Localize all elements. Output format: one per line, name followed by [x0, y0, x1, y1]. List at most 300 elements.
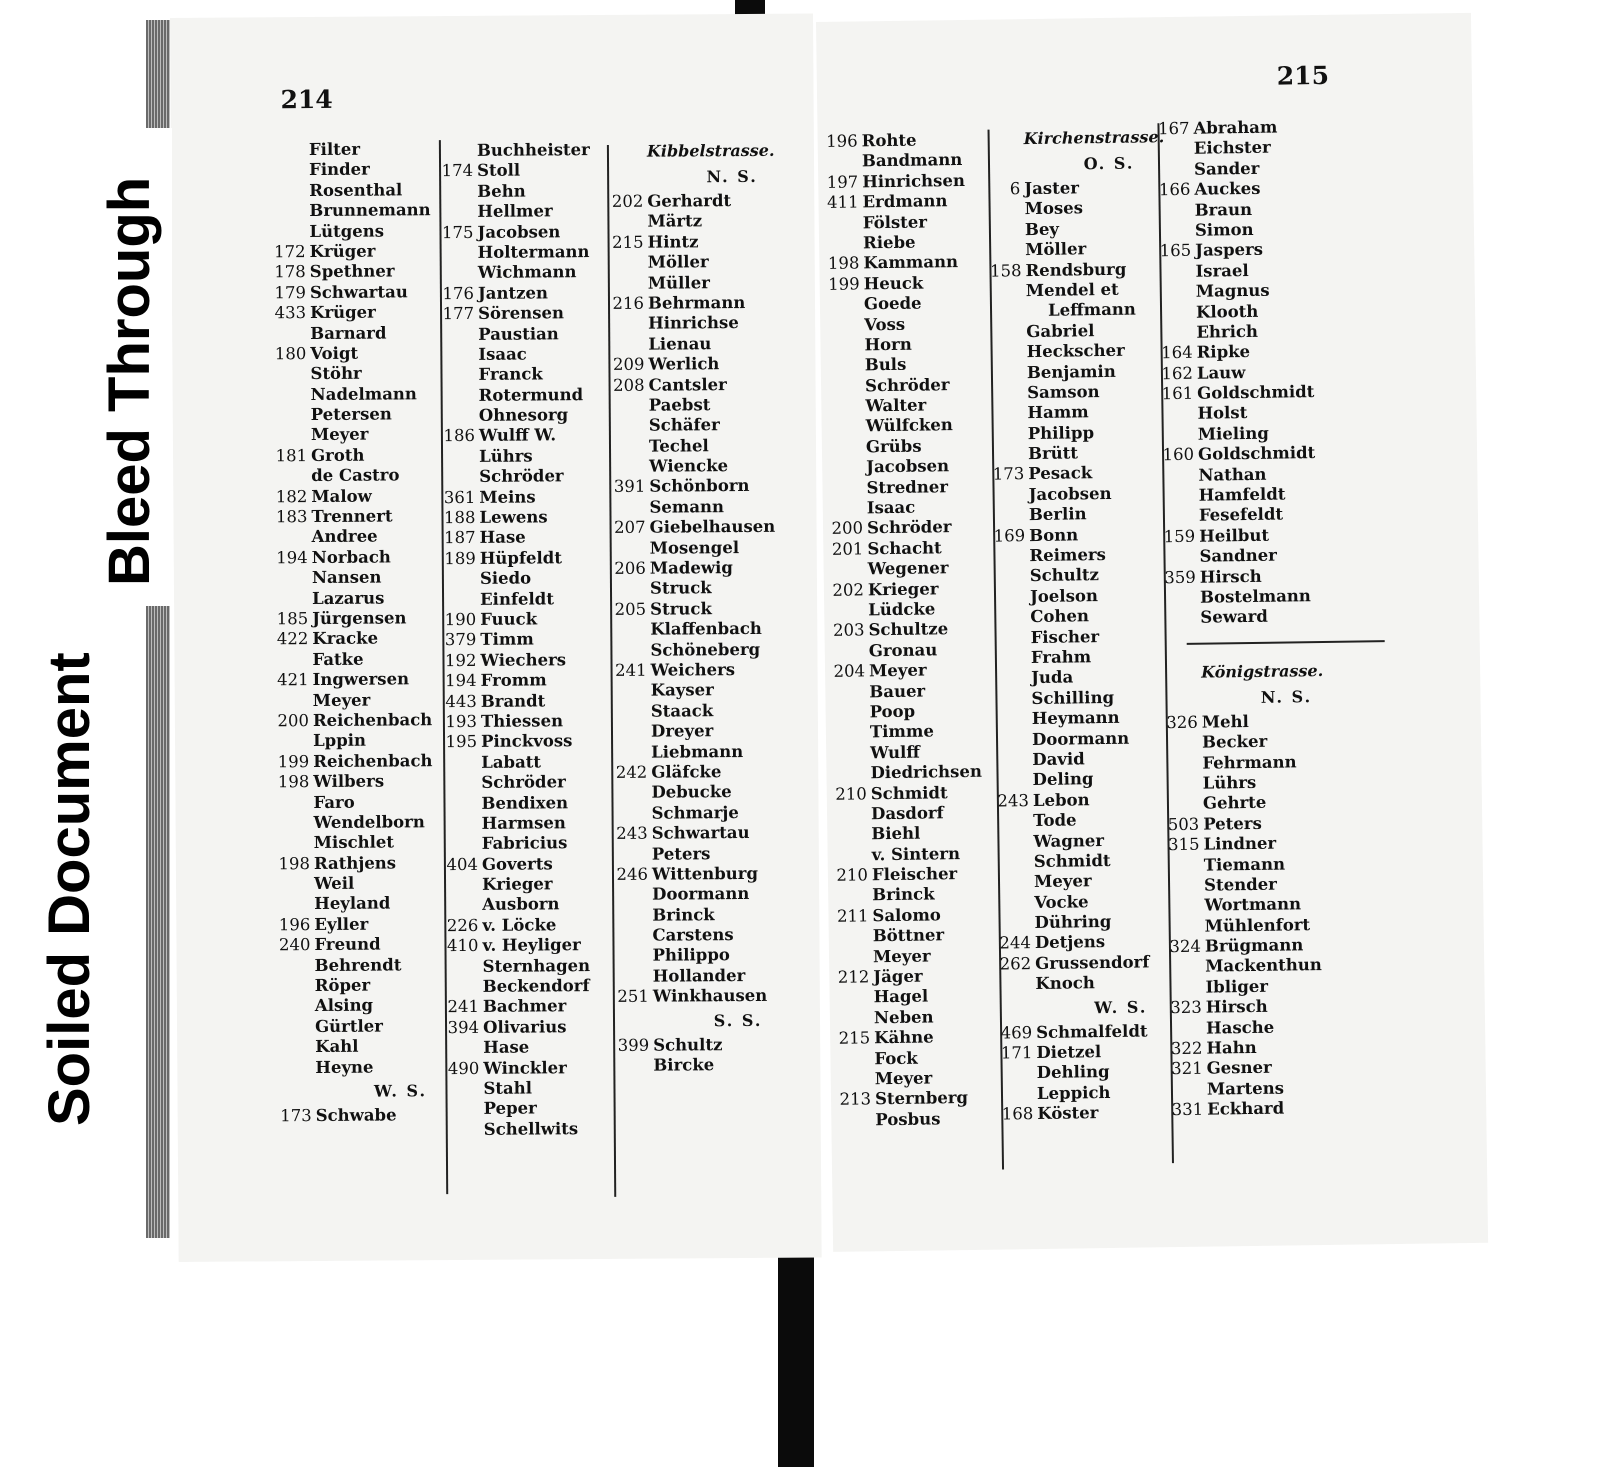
directory-entry	[310, 363, 480, 385]
directory-entry	[871, 822, 1041, 845]
resident-name: Möller	[647, 252, 709, 272]
resident-name: Dasdorf	[870, 803, 944, 824]
resident-name: Cohen	[1030, 606, 1090, 627]
directory-entry	[314, 812, 484, 834]
resident-name: Fehrmann	[1202, 751, 1297, 773]
directory-entry	[651, 700, 821, 722]
directory-entry	[1161, 341, 1367, 364]
directory-entry	[311, 384, 481, 406]
resident-name: Lüdcke	[868, 599, 936, 620]
resident-name: Leppich	[1036, 1082, 1111, 1103]
directory-entry	[836, 904, 1042, 927]
resident-name: Sörensen	[478, 303, 565, 323]
resident-name: Deling	[1032, 769, 1094, 790]
directory-entry	[1159, 239, 1365, 262]
house-number: 208	[613, 375, 645, 395]
resident-name: Hamfeldt	[1198, 484, 1286, 505]
resident-name: Schwabe	[315, 1105, 397, 1125]
resident-name: Mosengel	[649, 537, 740, 558]
resident-name: Auckes	[1194, 178, 1261, 199]
directory-entry	[443, 425, 649, 447]
directory-entry	[653, 1054, 823, 1076]
directory-entry	[481, 792, 651, 814]
resident-name: Fabricius	[481, 833, 568, 854]
directory-entry	[1206, 1016, 1376, 1039]
resident-name: Madewig	[649, 558, 733, 578]
resident-name: Salomo	[872, 905, 941, 926]
directory-entry	[652, 884, 822, 906]
resident-name: Goldschmidt	[1197, 443, 1316, 464]
directory-entry	[613, 476, 819, 498]
street-side-label: W. S.	[1094, 997, 1148, 1017]
resident-name: Tode	[1033, 810, 1077, 831]
directory-entry	[863, 211, 1033, 234]
resident-name: Semann	[649, 497, 725, 517]
house-number: 181	[275, 445, 308, 466]
house-number: 213	[839, 1089, 872, 1110]
resident-name: Meyer	[310, 425, 369, 445]
resident-name: Gabriel	[1026, 320, 1095, 341]
house-number: 173	[992, 464, 1025, 485]
resident-name: Barnard	[310, 323, 387, 343]
resident-name: Lazarus	[311, 588, 385, 608]
resident-name: Paebst	[648, 395, 711, 415]
resident-name: Hasche	[1205, 1017, 1275, 1038]
resident-name: Fuuck	[480, 609, 538, 629]
directory-entry	[1200, 585, 1370, 608]
right-page	[816, 13, 1488, 1252]
house-number: 242	[615, 762, 648, 782]
resident-name: Schmidt	[1033, 850, 1111, 871]
resident-name: Lewens	[479, 507, 548, 527]
house-number: 175	[441, 222, 474, 242]
resident-name: Hahn	[1206, 1037, 1257, 1058]
directory-entry	[1196, 300, 1366, 323]
resident-name: Erdmann	[862, 191, 948, 212]
resident-name: Rathjens	[313, 853, 397, 873]
resident-name: Spethner	[309, 261, 395, 282]
directory-entry	[1035, 972, 1205, 995]
house-number: 158	[989, 260, 1022, 281]
directory-entry	[274, 261, 480, 283]
resident-name: Wortmann	[1204, 894, 1302, 915]
resident-name: Wagner	[1033, 830, 1105, 851]
resident-name: Gesner	[1206, 1058, 1272, 1079]
street-side-label: N. S.	[706, 166, 758, 187]
house-number: 322	[1170, 1038, 1203, 1059]
directory-entry	[441, 160, 647, 182]
resident-name: Fock	[874, 1048, 918, 1068]
resident-name: Krieger	[867, 578, 939, 599]
resident-name: Schmalfeldt	[1035, 1021, 1148, 1042]
house-number: 201	[831, 539, 864, 559]
resident-name: Mackenthun	[1205, 955, 1322, 977]
directory-entry	[612, 231, 818, 253]
resident-name: Wiencke	[649, 456, 729, 476]
resident-name: Norbach	[311, 547, 391, 567]
resident-name: Pesack	[1028, 463, 1093, 484]
directory-entry	[1194, 157, 1364, 180]
resident-name: Benjamin	[1026, 361, 1116, 382]
house-number: 200	[277, 710, 309, 731]
resident-name: Finder	[308, 159, 370, 180]
resident-name: Röper	[314, 975, 371, 996]
house-number: 168	[1001, 1104, 1034, 1124]
directory-entry	[863, 231, 1033, 254]
directory-entry	[1161, 361, 1367, 384]
directory-entry	[444, 629, 650, 651]
directory-entry	[617, 986, 823, 1008]
resident-name: Möller	[1025, 239, 1087, 260]
house-number: 443	[445, 691, 477, 711]
resident-name: Timm	[480, 629, 534, 650]
resident-name: Ehrich	[1196, 321, 1259, 342]
house-number: 262	[999, 953, 1032, 974]
resident-name: Vocke	[1034, 891, 1089, 912]
resident-name: v. Löcke	[482, 915, 557, 935]
resident-name: Gronau	[868, 640, 938, 661]
house-number: 421	[277, 670, 309, 690]
resident-name: Franck	[478, 364, 543, 385]
street-side-label: N. S.	[1260, 686, 1313, 707]
street-heading: Kirchenstrasse.	[1023, 127, 1165, 149]
resident-name: Hollander	[652, 965, 746, 986]
resident-name: Schellwits	[483, 1118, 579, 1139]
house-number: 174	[441, 161, 474, 181]
directory-entry	[650, 619, 820, 641]
resident-name: Weichers	[650, 660, 736, 680]
resident-name: Dreyer	[650, 721, 714, 741]
house-number: 422	[276, 629, 309, 649]
resident-name: Stoll	[477, 160, 521, 181]
house-number: 195	[445, 732, 478, 752]
resident-name: Poop	[869, 701, 916, 722]
resident-name: Hellmer	[477, 201, 553, 222]
resident-name: Braun	[1194, 199, 1253, 220]
resident-name: Doormann	[652, 884, 750, 904]
directory-entry	[1198, 422, 1368, 445]
directory-entry	[1171, 1057, 1377, 1080]
resident-name: Brunnemann	[309, 200, 431, 221]
directory-entry	[1032, 768, 1202, 791]
resident-name: Heymann	[1031, 707, 1120, 729]
house-number: 399	[617, 1035, 650, 1055]
street-side-label: O. S.	[1083, 153, 1135, 174]
resident-name: Grussendorf	[1035, 952, 1150, 973]
house-number: 315	[1167, 834, 1200, 855]
house-number: 205	[614, 599, 647, 619]
directory-entry	[648, 252, 818, 274]
resident-name: Trennert	[311, 506, 393, 527]
directory-entry	[1028, 421, 1198, 444]
resident-name: Moses	[1024, 198, 1084, 219]
house-number: 379	[444, 630, 477, 650]
directory-entry	[867, 496, 1037, 519]
resident-name: Fischer	[1030, 626, 1100, 647]
house-number: 207	[614, 517, 646, 538]
resident-name: Eckhard	[1207, 1098, 1285, 1119]
directory-entry	[869, 639, 1039, 662]
resident-name: Mehl	[1201, 711, 1249, 732]
resident-name: Bauer	[869, 681, 926, 701]
resident-name: Meyer	[874, 1068, 933, 1089]
house-number: 410	[446, 936, 479, 956]
directory-entry	[315, 1036, 485, 1058]
resident-name: Sternhagen	[482, 955, 591, 976]
resident-name: Rotermund	[478, 384, 584, 405]
resident-name: Leffmann	[1047, 299, 1136, 321]
resident-name: Heyne	[315, 1057, 374, 1077]
directory-entry	[1030, 625, 1200, 648]
house-number: 196	[278, 914, 311, 935]
resident-name: Goede	[863, 293, 922, 314]
directory-entry	[652, 945, 822, 967]
resident-name: Schröder	[866, 517, 952, 538]
directory-entry	[864, 333, 1034, 356]
directory-entry	[1026, 319, 1196, 342]
resident-name: Schultz	[653, 1034, 723, 1055]
resident-name: Heckscher	[1026, 340, 1125, 362]
house-number: 469	[1000, 1022, 1033, 1043]
directory-entry	[484, 1118, 654, 1140]
directory-entry	[615, 761, 821, 783]
resident-name: Ingwersen	[312, 669, 410, 690]
resident-name: Philipp	[1027, 422, 1095, 443]
resident-name: Pinckvoss	[480, 731, 573, 752]
resident-name: Buchheister	[476, 140, 590, 160]
resident-name: Peters	[1203, 813, 1262, 834]
directory-entry	[309, 180, 479, 202]
directory-entry	[649, 394, 819, 416]
resident-name: Juda	[1031, 667, 1074, 688]
resident-name: Berlin	[1028, 504, 1087, 525]
directory-column	[1157, 116, 1377, 1120]
resident-name: Märtz	[647, 211, 703, 232]
directory-entry	[1202, 730, 1372, 753]
resident-name: Lauw	[1196, 362, 1246, 383]
resident-name: Isaac	[478, 344, 527, 364]
directory-entry	[1166, 710, 1372, 733]
resident-name: Schmarje	[651, 802, 739, 823]
directory-entry	[315, 954, 485, 976]
resident-name: Liebmann	[651, 741, 744, 762]
house-number: 203	[832, 620, 865, 641]
house-number: 209	[612, 354, 645, 375]
resident-name: Hase	[483, 1037, 530, 1058]
house-number: 194	[445, 671, 477, 691]
resident-name: Gürtler	[314, 1016, 383, 1036]
house-number: 226	[446, 915, 479, 935]
directory-entry	[1157, 116, 1363, 139]
resident-name: Mischlet	[313, 832, 395, 853]
resident-name: Kayser	[650, 680, 714, 701]
resident-name: Grübs	[865, 436, 922, 457]
street-heading: Königstrasse.	[1200, 660, 1324, 682]
house-number: 190	[444, 609, 477, 630]
resident-name: Staack	[650, 700, 714, 721]
directory-entry	[865, 353, 1035, 376]
house-number: 361	[443, 487, 476, 507]
directory-entry	[832, 618, 1038, 641]
directory-entry	[477, 140, 647, 162]
resident-name: Holtermann	[477, 242, 590, 262]
resident-name: Timme	[869, 721, 935, 742]
directory-column	[611, 138, 824, 1076]
resident-name: Wulff	[870, 742, 921, 763]
resident-name: Nansen	[311, 567, 382, 588]
resident-name: Hinrichse	[648, 313, 739, 334]
resident-name: Dehling	[1036, 1062, 1110, 1083]
resident-name: Brügmann	[1204, 935, 1304, 956]
resident-name: Thiessen	[480, 711, 564, 731]
directory-entry	[652, 925, 822, 947]
resident-name: Schöneberg	[650, 639, 761, 660]
resident-name: Giebelhausen	[649, 517, 776, 537]
resident-name: Schröder	[864, 374, 950, 396]
house-number: 167	[1157, 118, 1190, 139]
resident-name: Horn	[864, 334, 912, 355]
resident-name: Stahl	[483, 1078, 533, 1098]
resident-name: Peper	[483, 1098, 537, 1119]
house-number: 171	[1000, 1043, 1033, 1063]
directory-entry	[1161, 381, 1367, 404]
resident-name: Stender	[1203, 874, 1277, 895]
bookmark-ribbon-bottom	[778, 1250, 814, 1467]
house-number: 391	[613, 477, 646, 497]
resident-name: Jürgensen	[312, 608, 407, 629]
resident-name: Fleischer	[871, 864, 958, 885]
directory-entry	[1198, 463, 1368, 486]
house-number: 166	[1158, 179, 1191, 200]
house-number: 331	[1171, 1099, 1204, 1120]
directory-entry	[870, 700, 1040, 723]
house-number: 161	[1161, 383, 1194, 404]
directory-entry	[445, 690, 651, 712]
resident-name: Riebe	[862, 232, 916, 253]
directory-entry	[1204, 894, 1374, 917]
resident-name: Lindner	[1203, 833, 1277, 854]
resident-name: Jaspers	[1195, 240, 1264, 261]
resident-name: Doormann	[1031, 728, 1130, 749]
resident-name: Reichenbach	[313, 750, 433, 771]
resident-name: Rosenthal	[309, 180, 403, 200]
resident-name: Posbus	[875, 1109, 941, 1130]
resident-name: Voss	[864, 314, 906, 334]
resident-name: Behn	[477, 181, 526, 201]
directory-entry	[864, 292, 1034, 315]
house-number: 185	[276, 609, 309, 629]
house-number: 210	[835, 783, 867, 804]
directory-entry	[1162, 443, 1368, 466]
resident-name: Ausborn	[482, 894, 560, 915]
resident-name: Dühring	[1034, 912, 1112, 933]
resident-name: Rendsburg	[1025, 259, 1127, 280]
resident-name: Schröder	[479, 466, 564, 487]
resident-name: Martens	[1206, 1078, 1285, 1099]
directory-entry	[445, 731, 651, 753]
directory-entry	[1169, 934, 1375, 957]
house-number: 194	[276, 547, 308, 568]
directory-entry	[868, 557, 1038, 580]
house-number: 202	[832, 579, 865, 600]
resident-name: Malow	[311, 486, 372, 506]
directory-entry	[651, 802, 821, 824]
resident-name: Einfeldt	[479, 588, 555, 609]
resident-name: Müller	[647, 272, 710, 293]
resident-name: Schröder	[481, 772, 566, 792]
bleed-through-label: Bleed Through	[97, 176, 162, 586]
resident-name: Schwartau	[309, 282, 408, 302]
resident-name: Schultze	[868, 619, 949, 640]
house-number: 240	[278, 935, 311, 955]
directory-entry	[1163, 524, 1369, 547]
directory-entry	[870, 720, 1040, 743]
resident-name: Fromm	[480, 670, 547, 691]
directory-entry	[1034, 890, 1204, 913]
resident-name: Lührs	[1202, 772, 1257, 793]
resident-name: Filter	[308, 139, 361, 160]
house-number: 198	[277, 772, 310, 792]
house-number: 215	[612, 232, 644, 252]
resident-name: Meins	[479, 487, 536, 507]
house-number: 198	[827, 253, 860, 274]
resident-name: Peters	[651, 843, 711, 864]
resident-name: Andree	[311, 526, 378, 547]
directory-entry	[311, 404, 481, 426]
directory-entry	[1164, 565, 1370, 588]
directory-entry	[1203, 771, 1373, 794]
directory-entry	[653, 965, 823, 987]
directory-entry	[483, 1078, 653, 1100]
directory-entry	[651, 741, 821, 763]
resident-name: Holst	[1197, 403, 1248, 424]
directory-entry	[875, 1067, 1045, 1090]
resident-name: Meyer	[872, 946, 931, 966]
resident-name: Jacobsen	[1028, 483, 1112, 504]
directory-entry	[277, 750, 483, 773]
house-number: 202	[611, 191, 644, 211]
resident-name: Wendelborn	[313, 812, 425, 832]
house-number: 182	[275, 486, 308, 506]
directory-entry	[1170, 996, 1376, 1019]
directory-entry	[612, 292, 818, 314]
resident-name: Hirsch	[1205, 997, 1268, 1017]
resident-name: Samson	[1027, 381, 1100, 402]
resident-name: Böttner	[872, 925, 945, 946]
directory-entry	[868, 598, 1038, 621]
resident-name: v. Sintern	[871, 843, 961, 864]
directory-entry	[315, 975, 485, 997]
resident-name: Meyer	[312, 690, 371, 710]
directory-entry	[650, 578, 820, 600]
resident-name: Voigt	[310, 343, 359, 363]
directory-entry	[274, 241, 480, 263]
resident-name: Hintz	[647, 232, 699, 252]
directory-entry	[614, 517, 820, 539]
house-number: 196	[826, 131, 858, 151]
directory-entry	[1167, 832, 1373, 855]
house-number: 251	[617, 986, 649, 1007]
directory-entry	[866, 435, 1036, 458]
resident-name: Lütgens	[309, 221, 385, 241]
directory-entry	[870, 761, 1040, 784]
house-number: 193	[445, 711, 477, 732]
directory-entry	[651, 782, 821, 804]
resident-name: Schönborn	[649, 476, 750, 497]
directory-entry	[649, 456, 819, 478]
directory-entry	[1031, 686, 1201, 709]
resident-name: Schultz	[1029, 565, 1100, 586]
